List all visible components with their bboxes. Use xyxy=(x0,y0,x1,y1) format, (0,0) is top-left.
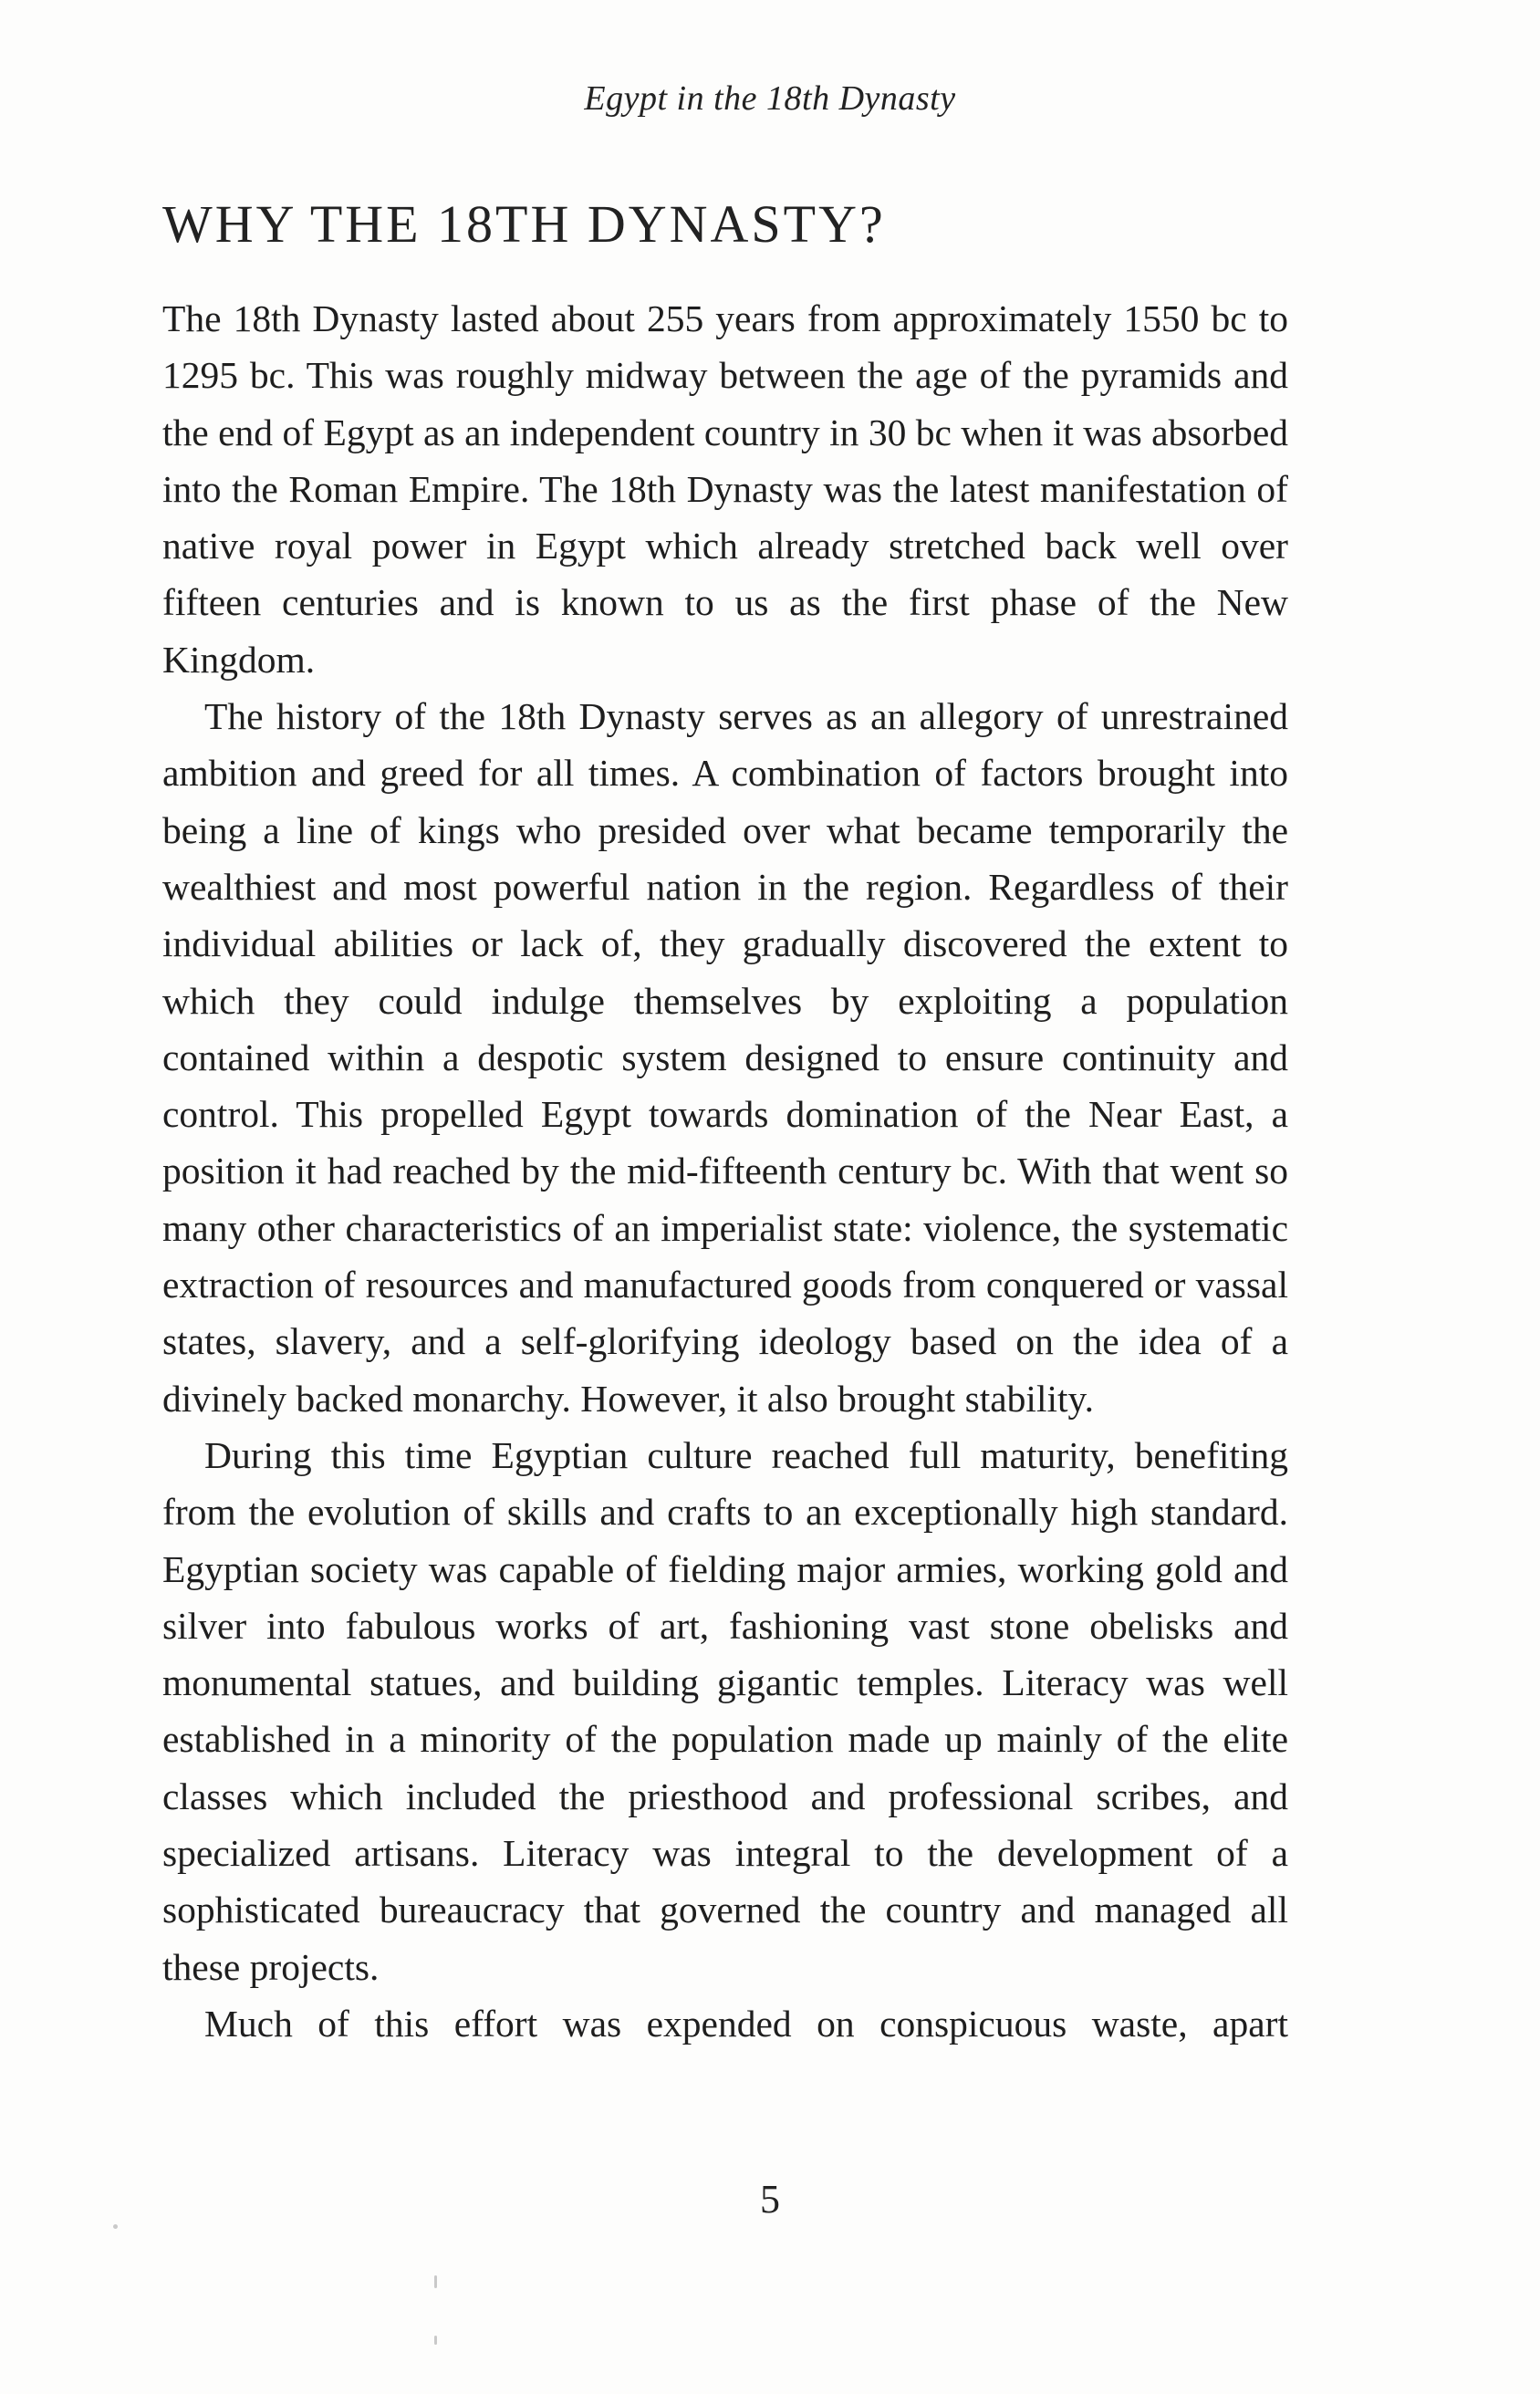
paragraph-3: During this time Egyptian culture reached full maturity, benefiting from the evolution of skills and crafts to an exceptionally high standard. Egyptian society was capable of fielding major armies, working gold and silver into fabulous works of art, fashioning vast stone obelisks and monumental statues, and building gigantic temples. Literacy was well established in a minority of the population made up mainly of the elite classes which included the priesthood and professional scribes, and specialized artisans. Literacy was integral to the development of a sophisticated bureaucracy that governed the country and managed all these projects. xyxy=(162,1433,1288,1988)
page-number: 5 xyxy=(760,2177,780,2222)
paragraph-4: Much of this effort was expended on conspicuous waste, apart xyxy=(204,2002,1288,2045)
scan-speck xyxy=(113,2224,118,2229)
scan-speck xyxy=(434,2275,437,2288)
scan-speck xyxy=(434,2336,437,2345)
paragraph-1: The 18th Dynasty lasted about 255 years from approximately 1550 bc to 1295 bc. This was roughly midway between the age of the pyramids and the end of Egypt as an independent country in 30 bc when it was absorbed into the Roman Empire. The 18th Dynasty was the latest manifestation of native royal power in Egypt which already stretched back well over fifteen centuries and is known to us as the first phase of the New Kingdom. xyxy=(162,297,1288,681)
running-head: Egypt in the 18th Dynasty xyxy=(584,79,956,118)
body-text xyxy=(162,290,1288,2052)
section-heading: WHY THE 18TH DYNASTY? xyxy=(162,194,886,254)
paragraph-2: The history of the 18th Dynasty serves as an allegory of unrestrained ambition and greed for all times. A combination of factors brought into being a line of kings who presided over what became temporarily the wealthiest and most powerful nation in the region. Regardless of their individual abilities or lack of, they gradually discovered the extent to which they could indulge themselves by exploiting a population contained within a despotic system designed to ensure continuity and control. This propelled Egypt towards domination of the Near East, a position it had reached by the mid-fifteenth century bc. With that went so many other characteristics of an imperialist state: violence, the systematic extraction of resources and manufactured goods from conquered or vassal states, slavery, and a self-glorifying ideology based on the idea of a divinely backed monarchy. However, it also brought stability. xyxy=(162,695,1288,1420)
